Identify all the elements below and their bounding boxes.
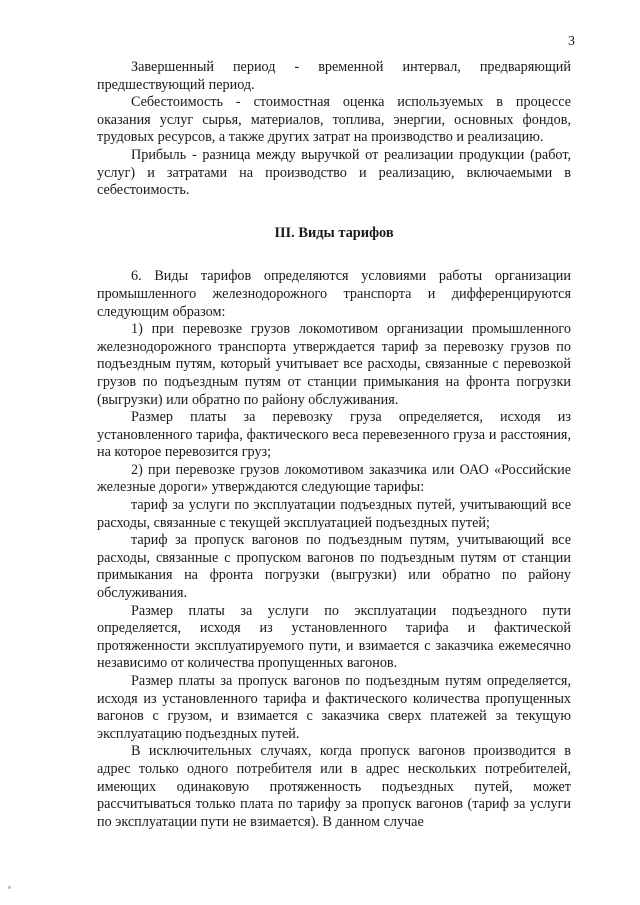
paragraph-passage-fee: Размер платы за пропуск вагонов по подъездным путям определяется, исходя из установленного тарифа и фактического количества пропущенных вагонов с грузом, и взимается с заказчика сверх платежей за текущую эксплуатацию подъездных путей. (97, 673, 571, 742)
paragraph-exceptional-cases: В исключительных случаях, когда пропуск вагонов производится в адрес только одного потребителя или в адрес нескольких потребителей, имеющих одинаковую протяженность подъездных путей, может рассчитываться только плата по тарифу за пропуск вагонов (тариф за услуги по эксплуатации пути не взимается). В данном случае (97, 743, 571, 830)
document-body (97, 59, 571, 831)
definition-cost-price: Себестоимость - стоимостная оценка используемых в процессе оказания услуг сырья, материалов, топлива, энергии, основных фондов, трудовых ресурсов, а также других затрат на производство и реализацию. (97, 94, 571, 146)
paragraph-operation-tariff: тариф за услуги по эксплуатации подъездных путей, учитывающий все расходы, связанные с текущей эксплуатацией подъездных путей; (97, 497, 571, 531)
paragraph-operation-fee: Размер платы за услуги по эксплуатации подъездного пути определяется, исходя из установленного тарифа и фактической протяженности эксплуатируемого пути, и взимается с заказчика ежемесячно независимо от количества пропущенных вагонов. (97, 602, 571, 672)
paragraph-item-1: 1) при перевозке грузов локомотивом организации промышленного железнодорожного транспорта утверждается тариф за перевозку грузов по подъездным путям, который учитывает все расходы, связанные с перевозкой грузов по подъездным путям от станции примыкания на фронта погрузки (выгрузки) или обратно по району обслуживания. (97, 321, 571, 408)
paragraph-tariff-types: 6. Виды тарифов определяются условиями работы организации промышленного железнодорожного транспорта и дифференцируются следующим образом: (97, 268, 571, 320)
page-number: 3 (568, 34, 575, 49)
paragraph-freight-fee: Размер платы за перевозку груза определяется, исходя из установленного тарифа, фактического веса перевезенного груза и расстояния, на которое перевозится груз; (97, 409, 571, 461)
paragraph-item-2: 2) при перевозке грузов локомотивом заказчика или ОАО «Российские железные дороги» утверждаются следующие тарифы: (97, 461, 571, 496)
scan-artifact-dot (8, 886, 11, 889)
section-heading: III. Виды тарифов (274, 224, 394, 241)
definition-profit: Прибыль - разница между выручкой от реализации продукции (работ, услуг) и затратами на производство и реализацию, включаемыми в себестоимость. (97, 146, 571, 199)
paragraph-passage-tariff: тариф за пропуск вагонов по подъездным путям, учитывающий все расходы, связанные с пропуском вагонов по подъездным путям от станции примыкания на фронта погрузки (выгрузки) или обратно по району обслуживания. (97, 532, 571, 602)
definition-completed-period: Завершенный период - временной интервал, предваряющий предшествующий период. (97, 59, 571, 93)
